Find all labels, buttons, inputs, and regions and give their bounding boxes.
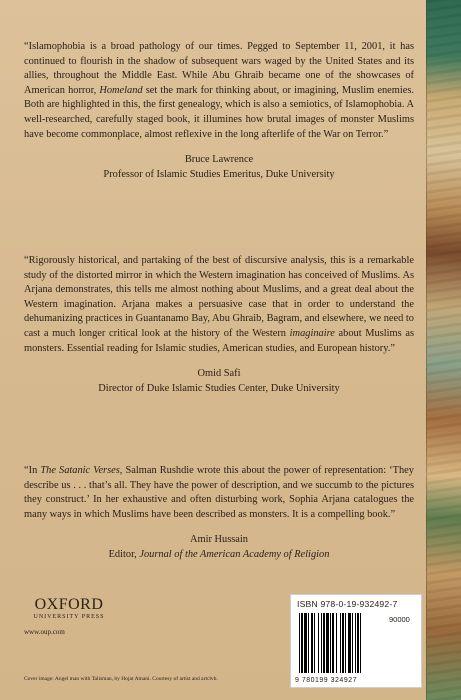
endorser-title-text: Director of Duke Islamic Studies Center, Duke University — [98, 383, 340, 395]
publisher-name: OXFORD — [34, 596, 104, 613]
cover-image-credit: Cover image: Angel man with Talisman, by Hojat Amani. Courtesy of artist and artclvb. — [24, 676, 218, 682]
journal-title: Journal of the American Academy of Religion — [139, 549, 330, 561]
quote-text: “Islamophobia is a broad pathology of our times. Pegged to September 11, 2001, it has continued to flourish in the shadow of subsequent wars waged by the United States and its allies, throughout the Middle East. While Abu Ghraib became one of the showcases of American horror, — [24, 41, 414, 96]
barcode-bar — [314, 613, 315, 673]
barcode-bar — [355, 613, 356, 673]
barcode-bar — [348, 613, 351, 673]
quote-text: “Rigorously historical, and partaking of the best of discursive analysis, this is a remarkable study of the distorted mirror in which the Western imagination has conceived of Muslims. As Arjana demonstrates, this tells me almost nothing about Muslims, and a great deal about the Western imagination. Arjana makes a persuasive case that in order to understand the dehumanizing practices in Guantanamo Bay, Abu Ghraib, Bagram, and elsewhere, we need to cast a much longer critical look at the history of the Western — [24, 255, 414, 339]
endorser-title — [24, 381, 414, 396]
endorsement-1 — [24, 40, 414, 182]
endorsement-quote — [24, 464, 414, 522]
barcode-bar — [360, 613, 361, 673]
endorser-title-text: Professor of Islamic Studies Emeritus, Duke University — [103, 169, 335, 181]
quote-italic: Homeland — [99, 84, 143, 96]
endorsement-3 — [24, 464, 414, 562]
endorsement-quote — [24, 40, 414, 142]
barcode-bar — [299, 613, 300, 673]
quote-text: set the mark for thinking about, or imagining, Muslim enemies. Both are highlighted in this, the first genealogy, which is also a semiotics, of Islamophobia. A well-researched, carefully staged book, it illumines how brutal images of monster Muslims have become commonplace, almost reflexive in the long afterlife of the War on Terror.” — [24, 84, 414, 140]
barcode-bar — [308, 613, 309, 673]
barcode-bar — [352, 613, 353, 673]
barcode-bar — [304, 613, 307, 673]
price-code: 90000 — [389, 615, 410, 624]
endorsement-quote — [24, 254, 414, 356]
barcode-bar — [301, 613, 303, 673]
barcode-bar — [340, 613, 341, 673]
barcode-bar — [318, 613, 319, 673]
endorser-name: Bruce Lawrence — [184, 154, 254, 166]
cover-artwork-strip — [426, 0, 461, 700]
isbn-label: ISBN 978-0-19-932492-7 — [297, 599, 398, 609]
endorser-title — [24, 547, 414, 562]
barcode-bar — [330, 613, 331, 673]
endorser-name: Amir Hussain — [189, 534, 248, 546]
endorsement-2 — [24, 254, 414, 396]
barcode-digits: 9 780199 324927 — [295, 677, 357, 684]
publisher-url: www.oup.com — [24, 628, 65, 636]
isbn-barcode — [290, 594, 422, 688]
quote-italic: imaginaire — [289, 327, 335, 339]
barcode-bar — [342, 613, 344, 673]
barcode-bar — [326, 613, 329, 673]
barcode-bar — [345, 613, 346, 673]
barcode-bars — [299, 613, 385, 675]
endorsement-attribution — [24, 152, 414, 182]
barcode-bar — [323, 613, 325, 673]
barcode-bar — [311, 613, 313, 673]
endorsement-attribution — [24, 532, 414, 562]
barcode-bar — [321, 613, 322, 673]
quote-text: , Salman Rushdie wrote this about the power of representation: ‘They describe us . . . that’s all. They have the power of description, and we succumb to the pictures they construct.’ In her exhaustive and often disturbing work, Sophia Arjana catalogues the many ways in which Muslims have been described as monsters. It is a compelling book.” — [24, 465, 414, 520]
barcode-bar — [357, 613, 359, 673]
endorser-title — [24, 167, 414, 182]
publisher-subtitle: UNIVERSITY PRESS — [33, 614, 105, 620]
endorsement-attribution — [24, 366, 414, 396]
barcode-bar — [332, 613, 334, 673]
quote-text: “In — [24, 465, 41, 476]
quote-text: about Muslims as monsters. Essential reading for Islamic studies, American studies, and European history.” — [24, 327, 414, 354]
quote-italic: The Satanic Verses — [40, 465, 120, 476]
publisher-logo — [24, 596, 114, 621]
endorser-title-text: Editor, — [108, 549, 140, 561]
endorser-name: Omid Safi — [197, 368, 241, 380]
barcode-bar — [336, 613, 337, 673]
